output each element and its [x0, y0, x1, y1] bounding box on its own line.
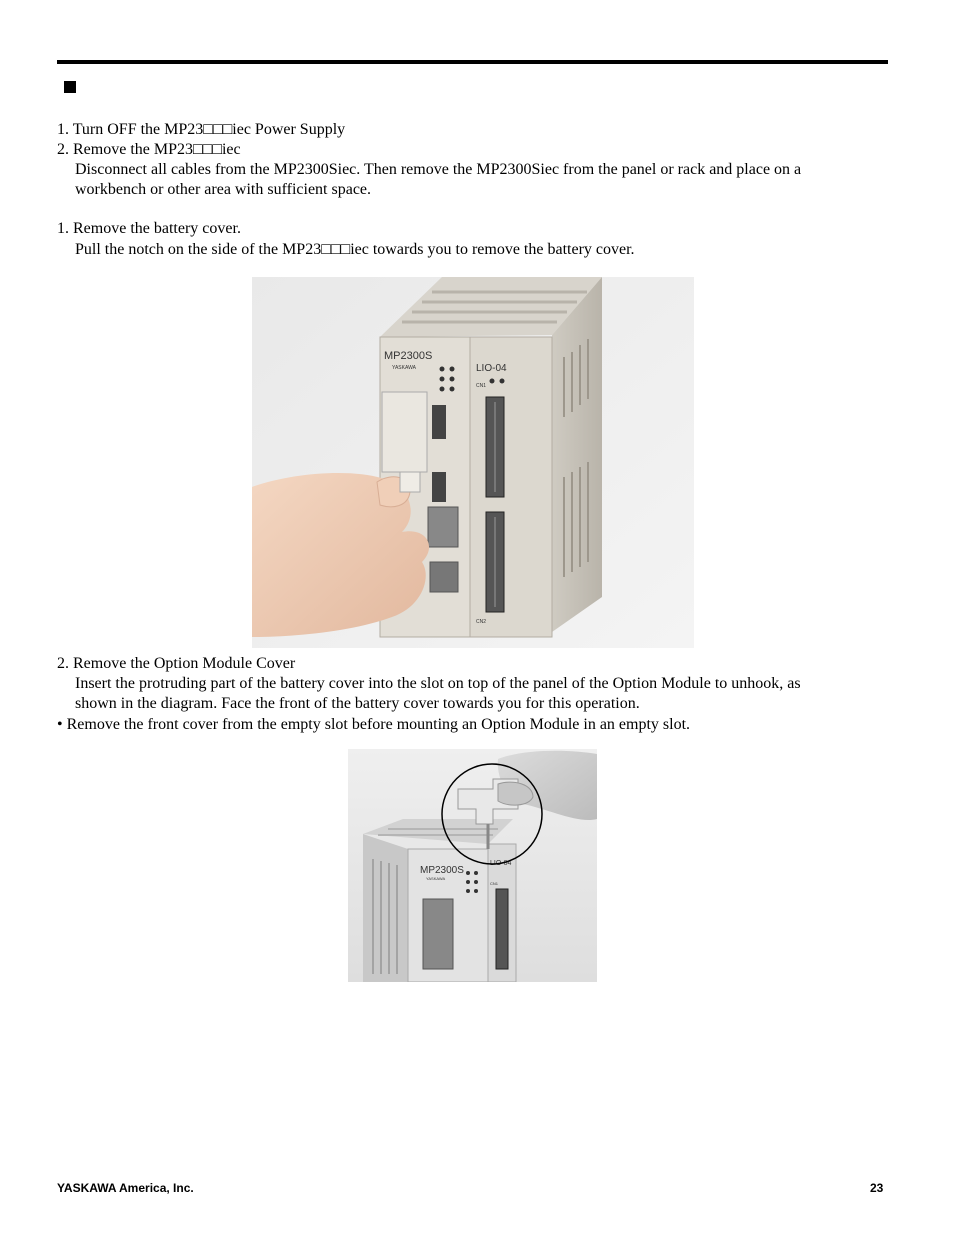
- photo2-model-label: MP2300S: [420, 865, 464, 876]
- step-remove-option-cover-desc-1: Insert the protruding part of the battery cover into the slot on top of the panel of the Option Module to unhook, as: [75, 675, 801, 692]
- step-turn-off-power: 1. Turn OFF the MP23□□□iec Power Supply: [57, 121, 346, 138]
- photo2-cn1-label: CN1: [490, 881, 499, 886]
- photo1-brand-label: YASKAWA: [392, 365, 416, 371]
- option-module-cover-removal-photo: [348, 749, 597, 982]
- step-remove-option-cover: 2. Remove the Option Module Cover: [57, 655, 296, 672]
- step-remove-unit: 2. Remove the MP23□□□iec: [57, 141, 241, 158]
- step-remove-option-cover-desc-2: shown in the diagram. Face the front of the battery cover towards you for this operation.: [75, 695, 640, 712]
- footer-company: YASKAWA America, Inc.: [57, 1181, 194, 1195]
- footer-page-number: 23: [870, 1181, 884, 1195]
- photo2-brand-label: YASKAWA: [426, 876, 446, 881]
- step-remove-unit-desc-2: workbench or other area with sufficient space.: [75, 181, 372, 198]
- header-rule: [57, 60, 888, 64]
- battery-cover-removal-photo: [252, 277, 694, 648]
- photo1-cn2-label: CN2: [476, 619, 487, 625]
- photo1-cn1-label: CN1: [476, 383, 487, 389]
- photo1-model-label: MP2300S: [384, 350, 433, 362]
- section-heading-marker: [64, 81, 76, 93]
- note-remove-front-cover: • Remove the front cover from the empty slot before mounting an Option Module in an empty slot.: [57, 716, 691, 733]
- photo1-module-label: LIO-04: [476, 363, 507, 374]
- photo2-module-label: LIO-04: [490, 860, 512, 867]
- step-remove-battery-cover-desc: Pull the notch on the side of the MP23□□□iec towards you to remove the battery cover.: [75, 241, 635, 258]
- step-remove-battery-cover: 1. Remove the battery cover.: [57, 220, 241, 237]
- step-remove-unit-desc-1: Disconnect all cables from the MP2300Siec. Then remove the MP2300Siec from the panel or rack and place on a: [75, 161, 802, 178]
